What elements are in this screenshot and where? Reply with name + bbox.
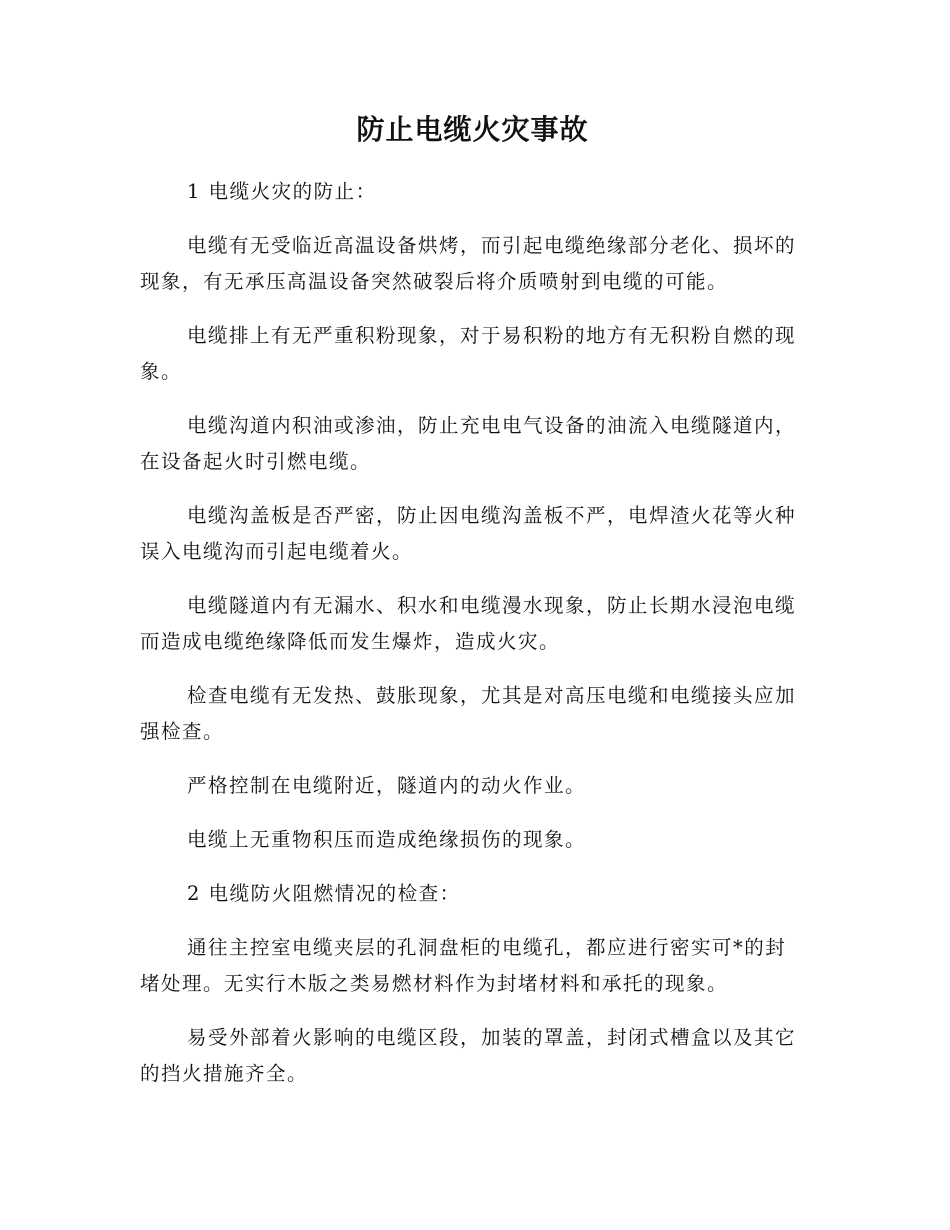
section-heading-1: 1 电缆火灾的防止： [187,180,377,203]
paragraph: 易受外部着火影响的电缆区段，加装的罩盖，封闭式槽盒以及其它的挡火措施齐全。 [140,1026,797,1085]
paragraph: 电缆排上有无严重积粉现象，对于易积粉的地方有无积粉自燃的现象。 [140,324,797,383]
paragraph: 通往主控室电缆夹层的孔洞盘柜的电缆孔，都应进行密实可*的封堵处理。无实行木版之类易燃材料作为封堵材料和承托的现象。 [140,936,787,995]
document-title: 防止电缆火灾事故 [356,113,589,146]
paragraph: 检查电缆有无发热、鼓胀现象，尤其是对高压电缆和电缆接头应加强检查。 [140,684,797,743]
paragraph: 严格控制在电缆附近，隧道内的动火作业。 [187,774,587,797]
document-page [140,108,805,1110]
paragraph: 电缆上无重物积压而造成绝缘损伤的现象。 [187,828,587,851]
paragraph: 电缆有无受临近高温设备烘烤，而引起电缆绝缘部分老化、损坏的现象，有无承压高温设备突然破裂后将介质喷射到电缆的可能。 [140,234,797,293]
paragraph: 电缆沟盖板是否严密，防止因电缆沟盖板不严，电焊渣火花等火种误入电缆沟而引起电缆着火。 [140,504,797,563]
paragraph: 电缆沟道内积油或渗油，防止充电电气设备的油流入电缆隧道内，在设备起火时引燃电缆。 [140,414,797,473]
section-heading-2: 2 电缆防火阻燃情况的检查： [187,882,461,905]
paragraph: 电缆隧道内有无漏水、积水和电缆漫水现象，防止长期水浸泡电缆而造成电缆绝缘降低而发生爆炸，造成火灾。 [140,594,797,653]
